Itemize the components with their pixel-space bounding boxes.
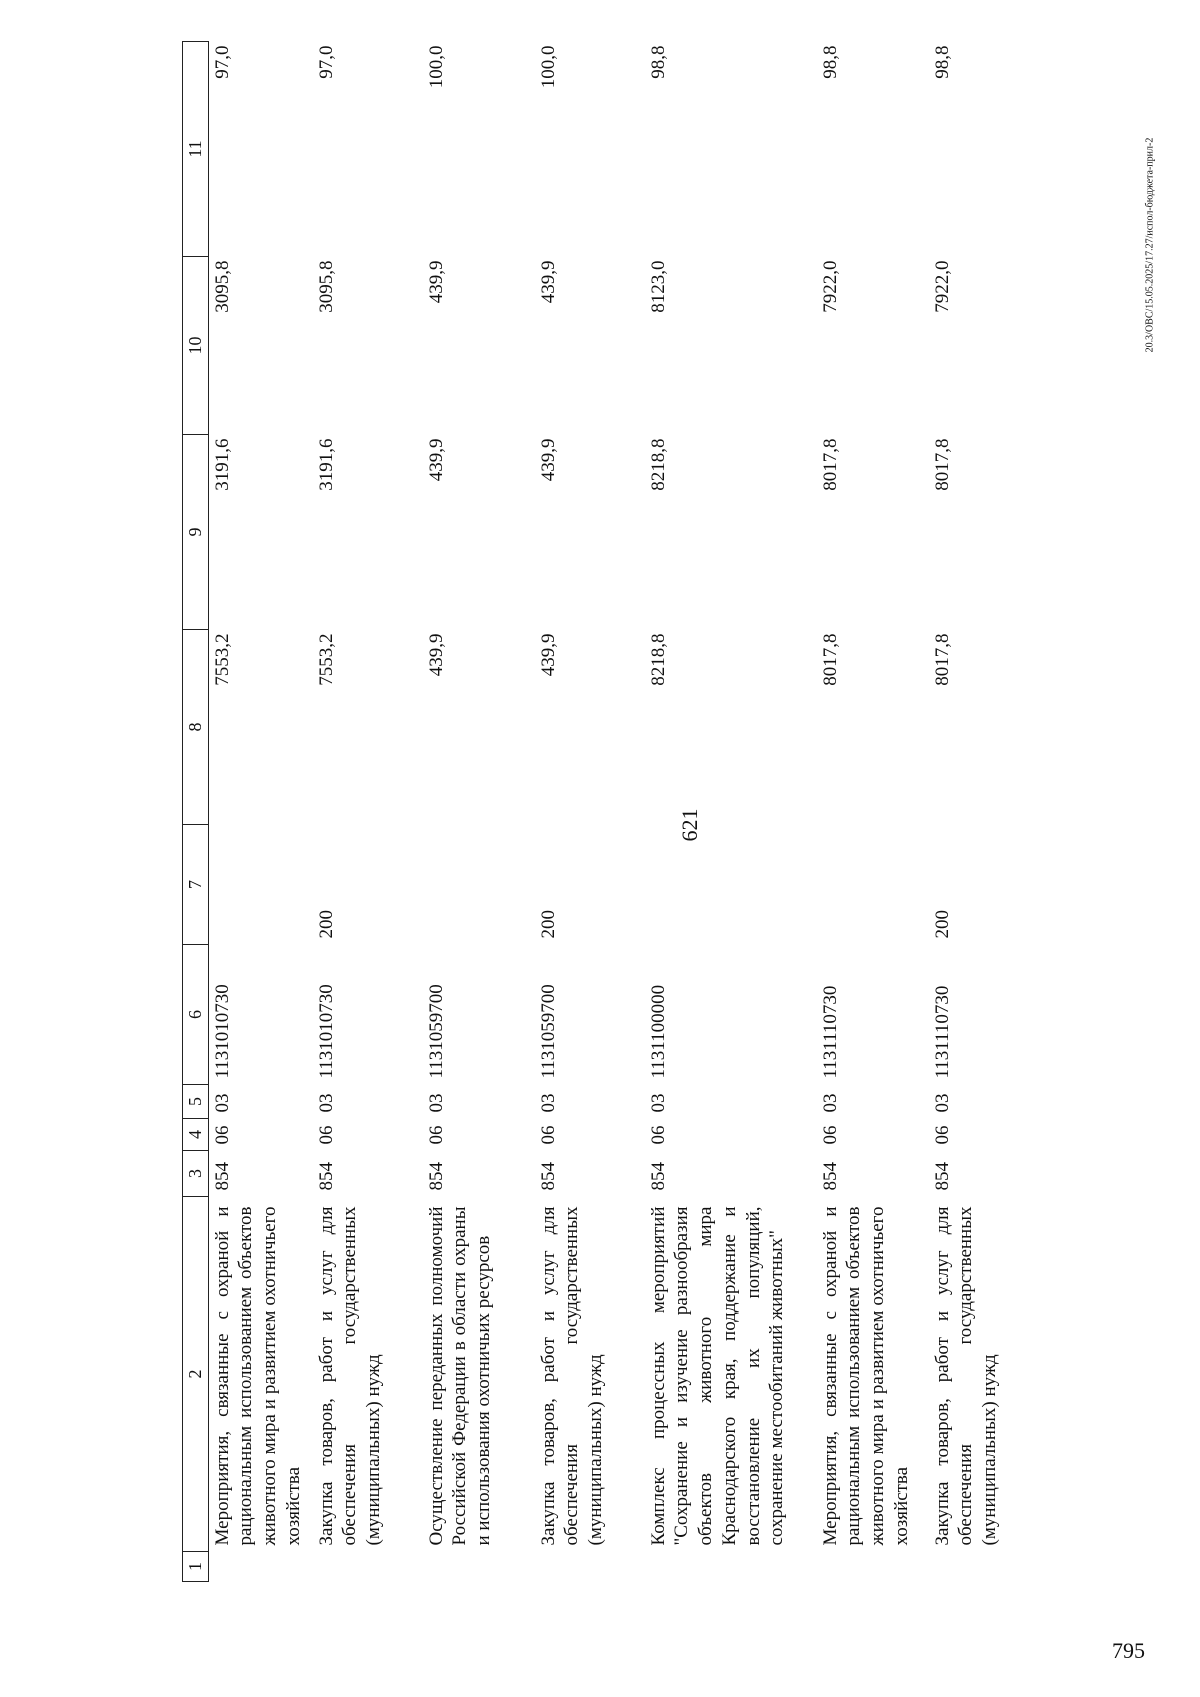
cell-subsection-code: 03 <box>819 1093 841 1113</box>
cell-ministry-code: 854 <box>931 1162 953 1191</box>
cell-executed-amount: 8123,0 <box>647 260 669 313</box>
cell-target-article: 1131100000 <box>647 984 669 1079</box>
header-cell: 5 <box>183 1085 209 1119</box>
table-header-row <box>183 42 209 1582</box>
cell-expense-type <box>423 825 535 945</box>
cell-execution-percent: 98,8 <box>819 45 841 79</box>
header-cell: 11 <box>183 42 209 257</box>
cell-approved-amount: 439,9 <box>537 633 559 677</box>
cell-approved-amount: 8017,8 <box>931 633 953 686</box>
cell-target-article: 1131110730 <box>931 985 953 1079</box>
budget-table <box>182 41 1033 1582</box>
cell-planned-amount: 439,9 <box>537 438 559 482</box>
cell-subsection-code: 03 <box>425 1093 447 1113</box>
table-row <box>535 42 645 1582</box>
row-description: Осуществление переданных полномочий Российской Федерации в области охраны и использования охотничьих ресурсов <box>425 1206 494 1546</box>
table-row <box>313 42 423 1582</box>
cell-expense-type: 200 <box>315 910 337 939</box>
cell-planned-amount: 8017,8 <box>819 438 841 491</box>
cell-ministry-code: 854 <box>315 1162 337 1191</box>
table-row <box>645 42 817 1582</box>
cell-section-code: 06 <box>537 1125 559 1145</box>
cell-executed-amount: 3095,8 <box>211 260 233 313</box>
table-row <box>817 42 929 1582</box>
cell-expense-type <box>208 825 313 945</box>
cell-section-code: 06 <box>931 1125 953 1145</box>
header-cell: 8 <box>183 630 209 825</box>
table-row <box>423 42 535 1582</box>
cell-ministry-code: 854 <box>537 1162 559 1191</box>
cell-target-article: 1131010730 <box>315 984 337 1079</box>
row-description: Комплекс процессных мероприятий "Сохранение и изучение разнообразия объектов животного мира Краснодарского края, поддержание и восстановление их популяций, сохранение местообитаний животных" <box>647 1206 788 1546</box>
cell-planned-amount: 439,9 <box>425 438 447 482</box>
cell-target-article: 1131059700 <box>425 984 447 1079</box>
row-description: Закупка товаров, работ и услуг для обеспечения государственных (муниципальных) нужд <box>315 1206 384 1546</box>
cell-ministry-code: 854 <box>425 1162 447 1191</box>
cell-planned-amount: 8017,8 <box>931 438 953 491</box>
cell-target-article: 1131110730 <box>819 985 841 1079</box>
cell-approved-amount: 7553,2 <box>315 633 337 686</box>
cell-execution-percent: 97,0 <box>315 45 337 79</box>
header-cell: 9 <box>183 435 209 630</box>
cell-planned-amount: 8218,8 <box>647 438 669 491</box>
cell-executed-amount: 3095,8 <box>315 260 337 313</box>
cell-expense-type: 200 <box>931 910 953 939</box>
row-description: Закупка товаров, работ и услуг для обеспечения государственных (муниципальных) нужд <box>537 1206 606 1546</box>
row-description: Закупка товаров, работ и услуг для обеспечения государственных (муниципальных) нужд <box>931 1206 1000 1546</box>
document-footer-code: 20.3/ОВС/15.05.2025/17.27/испол-бюджета-прил-2 <box>1144 137 1156 353</box>
cell-executed-amount: 439,9 <box>425 260 447 304</box>
cell-approved-amount: 439,9 <box>425 633 447 677</box>
header-cell: 6 <box>183 945 209 1085</box>
cell-executed-amount: 7922,0 <box>931 260 953 313</box>
cell-ministry-code: 854 <box>819 1162 841 1191</box>
cell-approved-amount: 8017,8 <box>819 633 841 686</box>
cell-subsection-code: 03 <box>931 1093 953 1113</box>
cell-target-article: 1131010730 <box>211 984 233 1079</box>
cell-approved-amount: 7553,2 <box>211 633 233 686</box>
cell-expense-type: 200 <box>537 910 559 939</box>
cell-execution-percent: 98,8 <box>931 45 953 79</box>
header-cell: 2 <box>183 1197 209 1552</box>
cell-subsection-code: 03 <box>537 1093 559 1113</box>
header-cell: 10 <box>183 257 209 435</box>
cell-executed-amount: 7922,0 <box>819 260 841 313</box>
cell-execution-percent: 100,0 <box>425 45 447 89</box>
cell-section-code: 06 <box>819 1125 841 1145</box>
cell-subsection-code: 03 <box>315 1093 337 1113</box>
cell-ministry-code: 854 <box>647 1162 669 1191</box>
cell-section-code: 06 <box>211 1125 233 1145</box>
header-cell: 7 <box>183 825 209 945</box>
table-row <box>208 42 313 1582</box>
cell-section-code: 06 <box>315 1125 337 1145</box>
cell-subsection-code: 03 <box>647 1093 669 1113</box>
header-cell: 1 <box>183 1552 209 1582</box>
row-description: Мероприятия, связанные с охраной и рациональным использованием объектов животного мира и развитием охотничьего хозяйства <box>211 1206 304 1546</box>
cell-section-code: 06 <box>647 1125 669 1145</box>
cell-execution-percent: 100,0 <box>537 45 559 89</box>
header-cell: 4 <box>183 1119 209 1151</box>
header-cell: 3 <box>183 1151 209 1197</box>
cell-expense-type <box>817 825 929 945</box>
cell-ministry-code: 854 <box>211 1162 233 1191</box>
cell-planned-amount: 3191,6 <box>211 438 233 491</box>
page-number: 795 <box>1112 1638 1145 1663</box>
cell-execution-percent: 97,0 <box>211 45 233 79</box>
cell-planned-amount: 3191,6 <box>315 438 337 491</box>
table-row <box>929 42 1033 1582</box>
cell-approved-amount: 8218,8 <box>647 633 669 686</box>
page-side-number: 621 <box>677 808 702 842</box>
cell-subsection-code: 03 <box>211 1093 233 1113</box>
cell-executed-amount: 439,9 <box>537 260 559 304</box>
cell-expense-type <box>645 825 817 945</box>
row-description: Мероприятия, связанные с охраной и рациональным использованием объектов животного мира и развитием охотничьего хозяйства <box>819 1206 912 1546</box>
cell-section-code: 06 <box>425 1125 447 1145</box>
cell-execution-percent: 98,8 <box>647 45 669 79</box>
rotated-table-container <box>182 42 1012 1582</box>
cell-target-article: 1131059700 <box>537 984 559 1079</box>
